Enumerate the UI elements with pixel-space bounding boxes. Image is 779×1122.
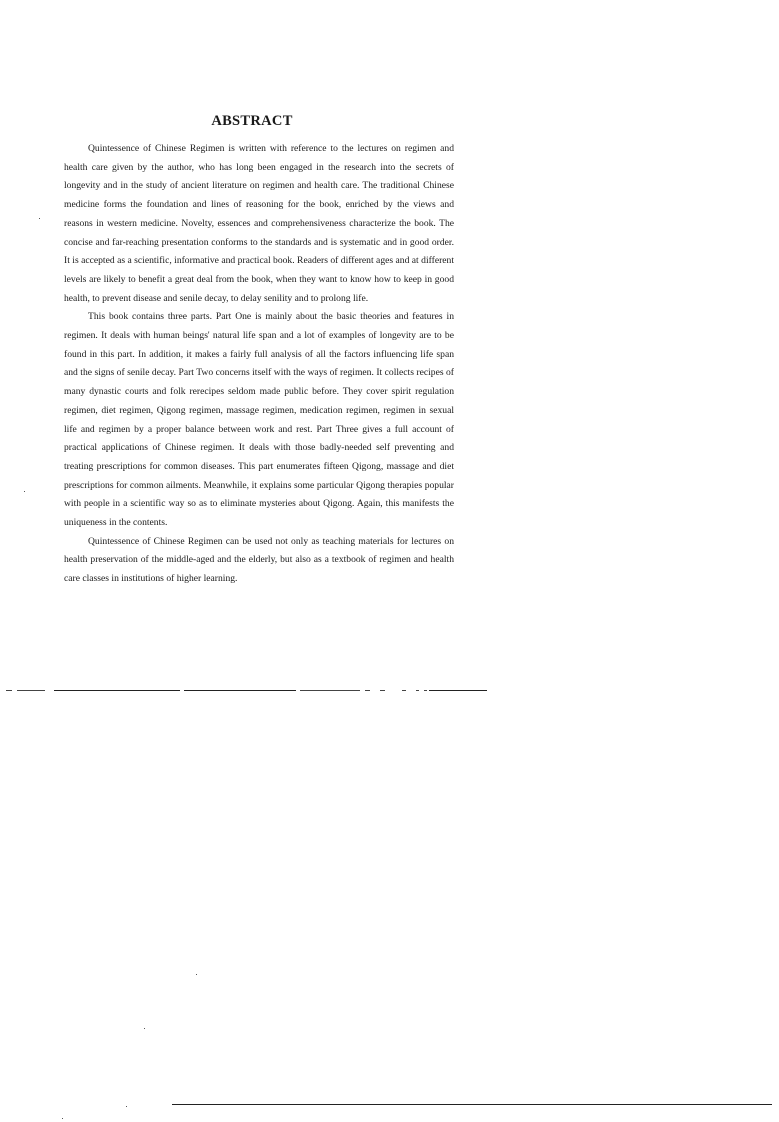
scan-line-segment: [6, 690, 12, 691]
scan-speck: [126, 1106, 127, 1107]
page-title: ABSTRACT: [211, 113, 293, 129]
scan-line-segment: [17, 690, 45, 691]
scan-line-segment: [429, 690, 487, 691]
scan-speck: [144, 1028, 145, 1029]
scan-line-segment: [424, 690, 427, 691]
scan-line-segment: [416, 690, 419, 691]
scan-line-segment: [402, 690, 406, 691]
scan-speck: [196, 974, 197, 975]
scan-line-segment: [184, 690, 296, 691]
scan-speck: [39, 218, 40, 219]
scan-speck: [62, 1118, 63, 1119]
scan-line-segment: [365, 690, 370, 691]
scan-line-segment: [54, 690, 180, 691]
abstract-paragraph-2: This book contains three parts. Part One is mainly about the basic theories and features in regimen. It deals with human beings' natural life span and a lot of examples of longevity are to be found in this part. In addition, it makes a fairly full analysis of all the factors influencing life span and the signs of senile decay. Part Two concerns itself with the ways of regimen. It collects recipes of many dynastic courts and folk rerecipes seldom made public before. They cover spirit regulation regimen, diet regimen, Qigong regimen, massage regimen, medication regimen, regimen in sexual life and regimen by a proper balance between work and rest. Part Three gives a full account of practical applications of Chinese regimen. It deals with those badly-needed self preventing and treating prescriptions for common diseases. This part enumerates fifteen Qigong, massage and diet prescriptions for common ailments. Meanwhile, it explains some particular Qigong therapies popular with people in a scientific way so as to eliminate mysteries about Qigong. Again, this manifests the uniqueness in the contents.: [64, 311, 454, 529]
abstract-body: [64, 140, 454, 589]
abstract-paragraph-1: Quintessence of Chinese Regimen is written with reference to the lectures on regimen and health care given by the author, who has long been engaged in the research into the secrets of longevity and in the study of ancient literature on regimen and health care. The traditional Chinese medicine forms the foundation and lines of reasoning for the book, enriched by the views and reasons in western medicine. Novelty, essences and comprehensiveness characterize the book. The concise and far-reaching presentation conforms to the standards and is systematic and in good order. It is accepted as a scientific, informative and practical book. Readers of different ages and at different levels are likely to benefit a great deal from the book, when they want to know how to keep in good health, to prevent disease and senile decay, to delay senility and to prolong life.: [64, 143, 454, 304]
scan-line-segment: [300, 690, 360, 691]
scan-speck: [24, 491, 25, 492]
scan-line-segment: [380, 690, 385, 691]
abstract-paragraph-3: Quintessence of Chinese Regimen can be used not only as teaching materials for lectures on health preservation of the middle-aged and the elderly, but also as a textbook of regimen and health care classes in institutions of higher learning.: [64, 535, 454, 585]
bottom-scan-line: [172, 1104, 772, 1105]
